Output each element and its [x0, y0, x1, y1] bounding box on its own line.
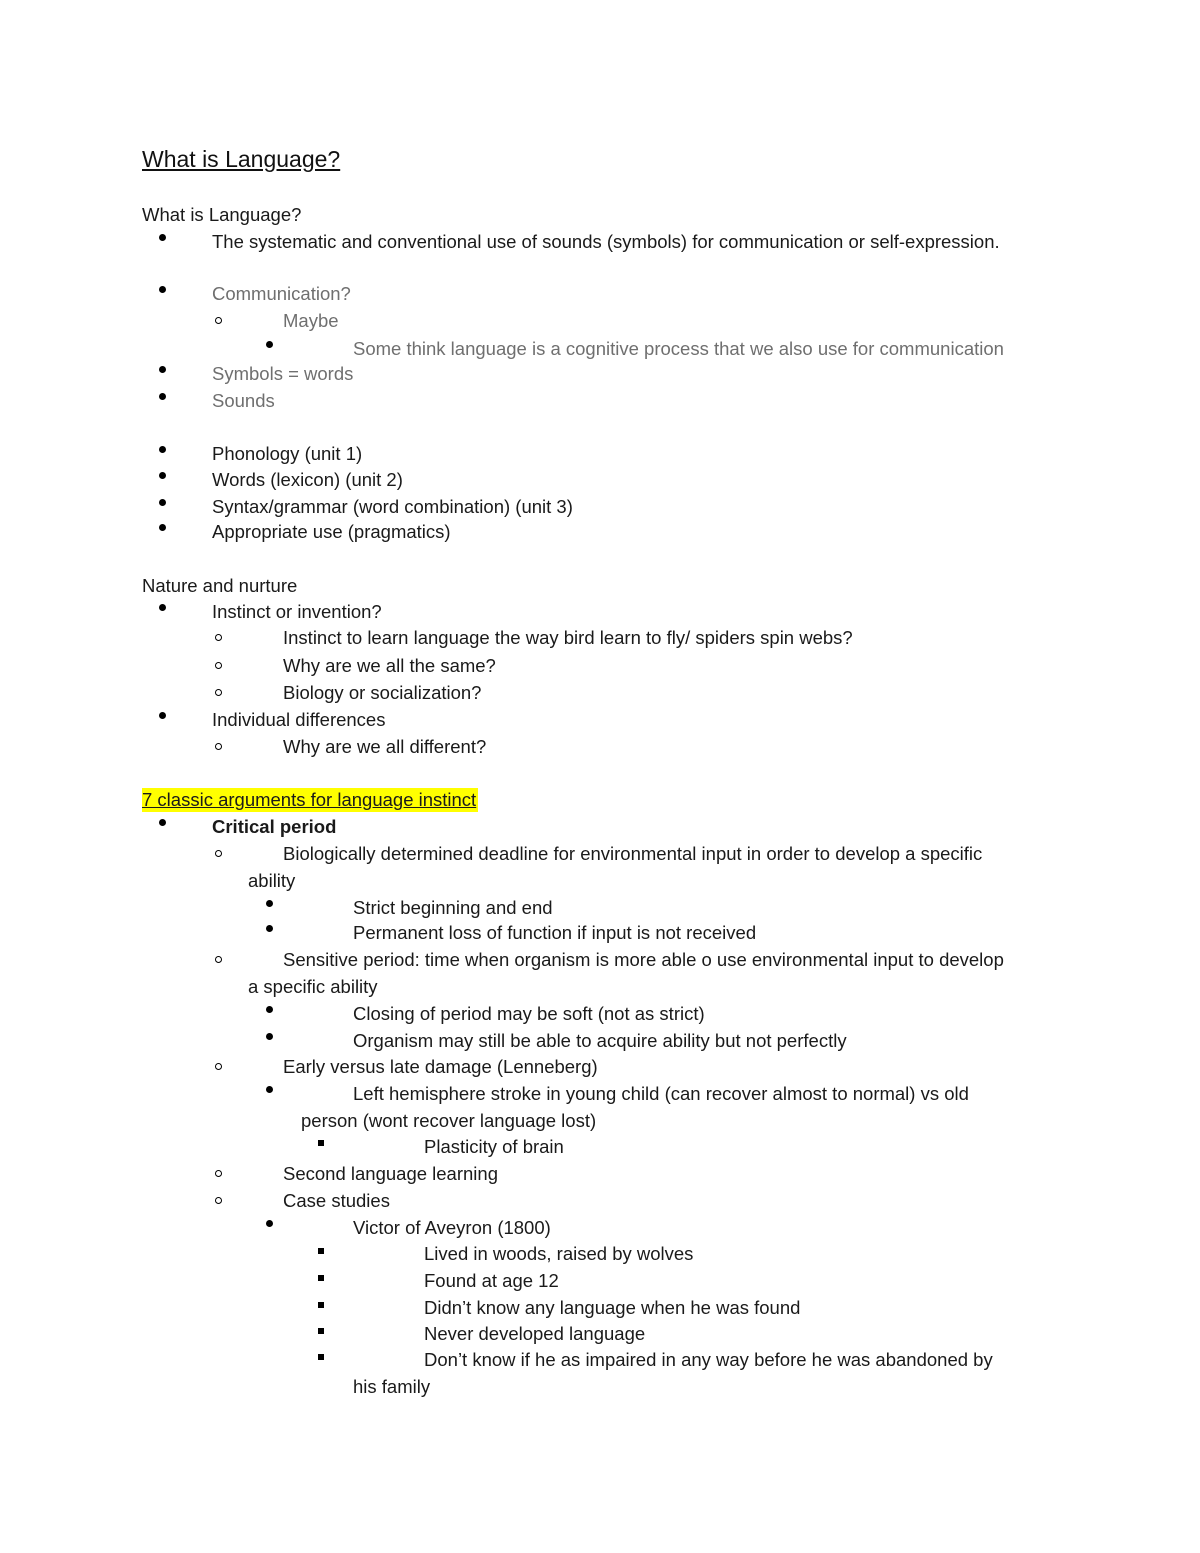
bullet-disc-icon: [159, 366, 166, 373]
section-heading-what-is-language: What is Language?: [142, 204, 302, 225]
section-heading-language-instinct: 7 classic arguments for language instinct: [142, 789, 477, 810]
list-item-continuation: his family: [353, 1376, 431, 1397]
bullet-disc-icon: [159, 499, 166, 506]
document-title: What is Language?: [142, 146, 341, 172]
list-item: Sounds: [212, 390, 275, 411]
bullet-circle-icon: [215, 1063, 222, 1070]
bullet-disc-icon: [159, 446, 166, 453]
bullet-disc-icon: [159, 472, 166, 479]
bullet-circle-icon: [215, 956, 222, 963]
list-item: Early versus late damage (Lenneberg): [283, 1056, 598, 1077]
bullet-circle-icon: [215, 850, 222, 857]
bullet-disc-icon: [266, 1006, 273, 1013]
bullet-circle-icon: [215, 689, 222, 696]
bullet-square-icon: [318, 1248, 324, 1254]
list-item: Why are we all the same?: [283, 655, 496, 676]
bullet-square-icon: [318, 1328, 324, 1334]
list-item: Why are we all different?: [283, 736, 487, 757]
list-item: Strict beginning and end: [353, 897, 553, 918]
list-item-continuation: a specific ability: [248, 976, 378, 997]
list-item: Plasticity of brain: [424, 1136, 564, 1157]
list-item: Didn’t know any language when he was found: [424, 1297, 801, 1318]
bullet-disc-icon: [159, 712, 166, 719]
bullet-square-icon: [318, 1140, 324, 1146]
bullet-square-icon: [318, 1302, 324, 1308]
bullet-disc-icon: [266, 925, 273, 932]
bullet-square-icon: [318, 1275, 324, 1281]
list-item: Words (lexicon) (unit 2): [212, 469, 403, 490]
bullet-disc-icon: [159, 524, 166, 531]
list-item: Don’t know if he as impaired in any way before he was abandoned by: [424, 1349, 993, 1370]
list-item: Critical period: [212, 816, 337, 837]
list-item: The systematic and conventional use of sounds (symbols) for communication or self-expression.: [212, 231, 1000, 252]
list-item: Some think language is a cognitive process that we also use for communication: [353, 338, 1004, 359]
list-item: Never developed language: [424, 1323, 646, 1344]
list-item-continuation: person (wont recover language lost): [301, 1110, 597, 1131]
list-item: Victor of Aveyron (1800): [353, 1217, 551, 1238]
bullet-circle-icon: [215, 1197, 222, 1204]
bullet-disc-icon: [266, 1086, 273, 1093]
list-item: Closing of period may be soft (not as strict): [353, 1003, 705, 1024]
bullet-circle-icon: [215, 743, 222, 750]
list-item: Found at age 12: [424, 1270, 559, 1291]
bullet-disc-icon: [266, 1220, 273, 1227]
list-item-continuation: ability: [248, 870, 296, 891]
list-item: Biologically determined deadline for environmental input in order to develop a specific: [283, 843, 983, 864]
bullet-disc-icon: [159, 286, 166, 293]
bullet-square-icon: [318, 1354, 324, 1360]
list-item: Organism may still be able to acquire ability but not perfectly: [353, 1030, 847, 1051]
bullet-disc-icon: [266, 900, 273, 907]
bullet-disc-icon: [159, 819, 166, 826]
list-item: Left hemisphere stroke in young child (can recover almost to normal) vs old: [353, 1083, 969, 1104]
bullet-circle-icon: [215, 1170, 222, 1177]
bullet-circle-icon: [215, 317, 222, 324]
list-item: Individual differences: [212, 709, 386, 730]
list-item: Sensitive period: time when organism is more able o use environmental input to develop: [283, 949, 1004, 970]
list-item: Maybe: [283, 310, 339, 331]
list-item: Biology or socialization?: [283, 682, 482, 703]
list-item: Second language learning: [283, 1163, 498, 1184]
bullet-disc-icon: [266, 341, 273, 348]
bullet-circle-icon: [215, 662, 222, 669]
bullet-disc-icon: [159, 393, 166, 400]
list-item: Syntax/grammar (word combination) (unit 3): [212, 496, 573, 517]
section-heading-nature-nurture: Nature and nurture: [142, 575, 298, 596]
bullet-disc-icon: [159, 234, 166, 241]
bullet-disc-icon: [159, 604, 166, 611]
list-item: Lived in woods, raised by wolves: [424, 1243, 694, 1264]
list-item: Instinct to learn language the way bird learn to fly/ spiders spin webs?: [283, 627, 853, 648]
list-item: Permanent loss of function if input is not received: [353, 922, 757, 943]
list-item: Appropriate use (pragmatics): [212, 521, 451, 542]
list-item: Communication?: [212, 283, 351, 304]
list-item: Symbols = words: [212, 363, 354, 384]
list-item: Instinct or invention?: [212, 601, 382, 622]
list-item: Case studies: [283, 1190, 390, 1211]
bullet-circle-icon: [215, 634, 222, 641]
list-item: Phonology (unit 1): [212, 443, 363, 464]
bullet-disc-icon: [266, 1033, 273, 1040]
